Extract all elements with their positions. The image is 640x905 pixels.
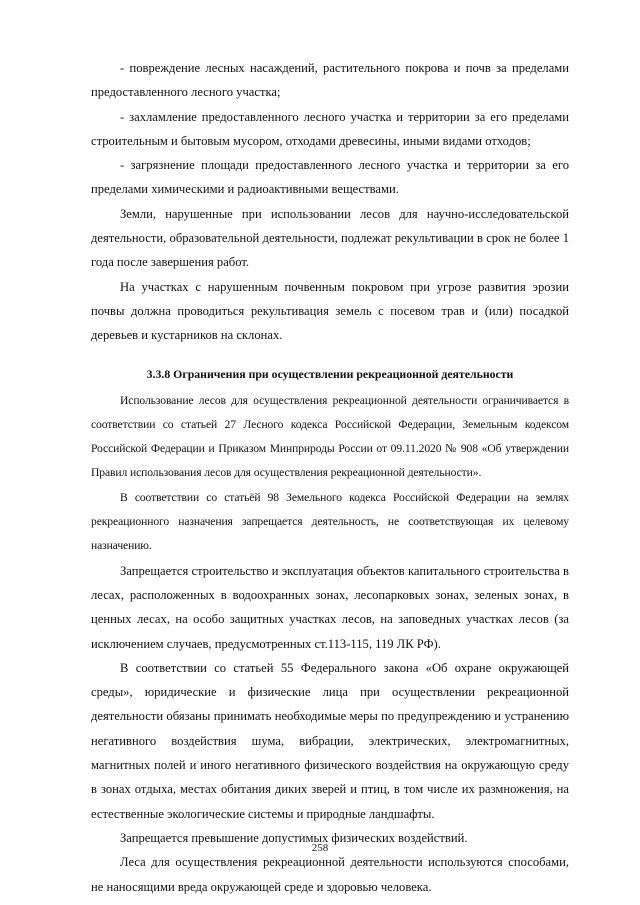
paragraph-recreation-limits: Использование лесов для осуществления рекреационной деятельности ограничивается в соответствии со статьей 27 Лесного кодекса Российской Федерации, Земельным кодексом Российской Федерации и Приказом Минприроды России от 09.11.2020 № 908 «Об утверждении Правил использования лесов для осуществления рекреационной деятельности». <box>91 393 569 480</box>
paragraph-forest-use-methods: Леса для осуществления рекреационной деятельности используются способами, не наносящими вреда окружающей среде и здоровью человека. <box>91 855 569 894</box>
paragraph-damage-forest: - повреждение лесных насаждений, растительного покрова и почв за пределами предоставленного лесного участка; <box>91 61 569 100</box>
paragraph-federal-law-article-55: В соответствии со статьей 55 Федерального закона «Об охране окружающей среды», юридические и физические лица при осуществлении рекреационной деятельности обязаны принимать необходимые меры по предупреждению и устранению негативного воздействия шума, вибрации, электрических, электромагнитных, магнитных полей и иного негативного физического воздействия на окружающую среду в зонах отдыха, местах обитания диких зверей и птиц, в том числе их размножения, на естественные экологические системы и природные ландшафты. <box>91 660 569 821</box>
paragraph-reclamation-research: Земли, нарушенные при использовании лесов для научно-исследовательской деятельности, образовательной деятельности, подлежат рекультивации в срок не более 1 года после завершения работ. <box>91 206 569 270</box>
section-heading: 3.3.8 Ограничения при осуществлении рекреационной деятельности <box>146 366 514 381</box>
paragraph-littering: - захламление предоставленного лесного участка и территории за его пределами строительным и бытовым мусором, отходами древесины, иными видами отходов; <box>91 109 569 148</box>
paragraph-pollution: - загрязнение площади предоставленного лесного участка и территории за его пределами химическими и радиоактивными веществами. <box>91 158 569 197</box>
paragraph-reclamation-erosion: На участках с нарушенным почвенным покровом при угрозе развития эрозии почвы должна проводиться рекультивация земель с посевом трав и (или) посадкой деревьев и кустарников на склонах. <box>91 279 569 343</box>
paragraph-construction-ban: Запрещается строительство и эксплуатация объектов капитального строительства в лесах, расположенных в водоохранных зонах, лесопарковых зонах, зеленых зонах, в ценных лесах, на особо защитных участках лесов, на заповедных участках лесов (за исключением случаев, предусмотренных ст.113-115, 119 ЛК РФ). <box>91 563 569 651</box>
page-number: 258 <box>311 842 329 854</box>
paragraph-land-code-article-98: В соответствии со статьёй 98 Земельного кодекса Российской Федерации на землях рекреационного назначения запрещается деятельность, не соответствующая их целевому назначению. <box>91 490 569 553</box>
page-content <box>91 56 569 899</box>
paragraph-impact-limit: Запрещается превышение допустимых физических воздействий. <box>120 830 468 845</box>
